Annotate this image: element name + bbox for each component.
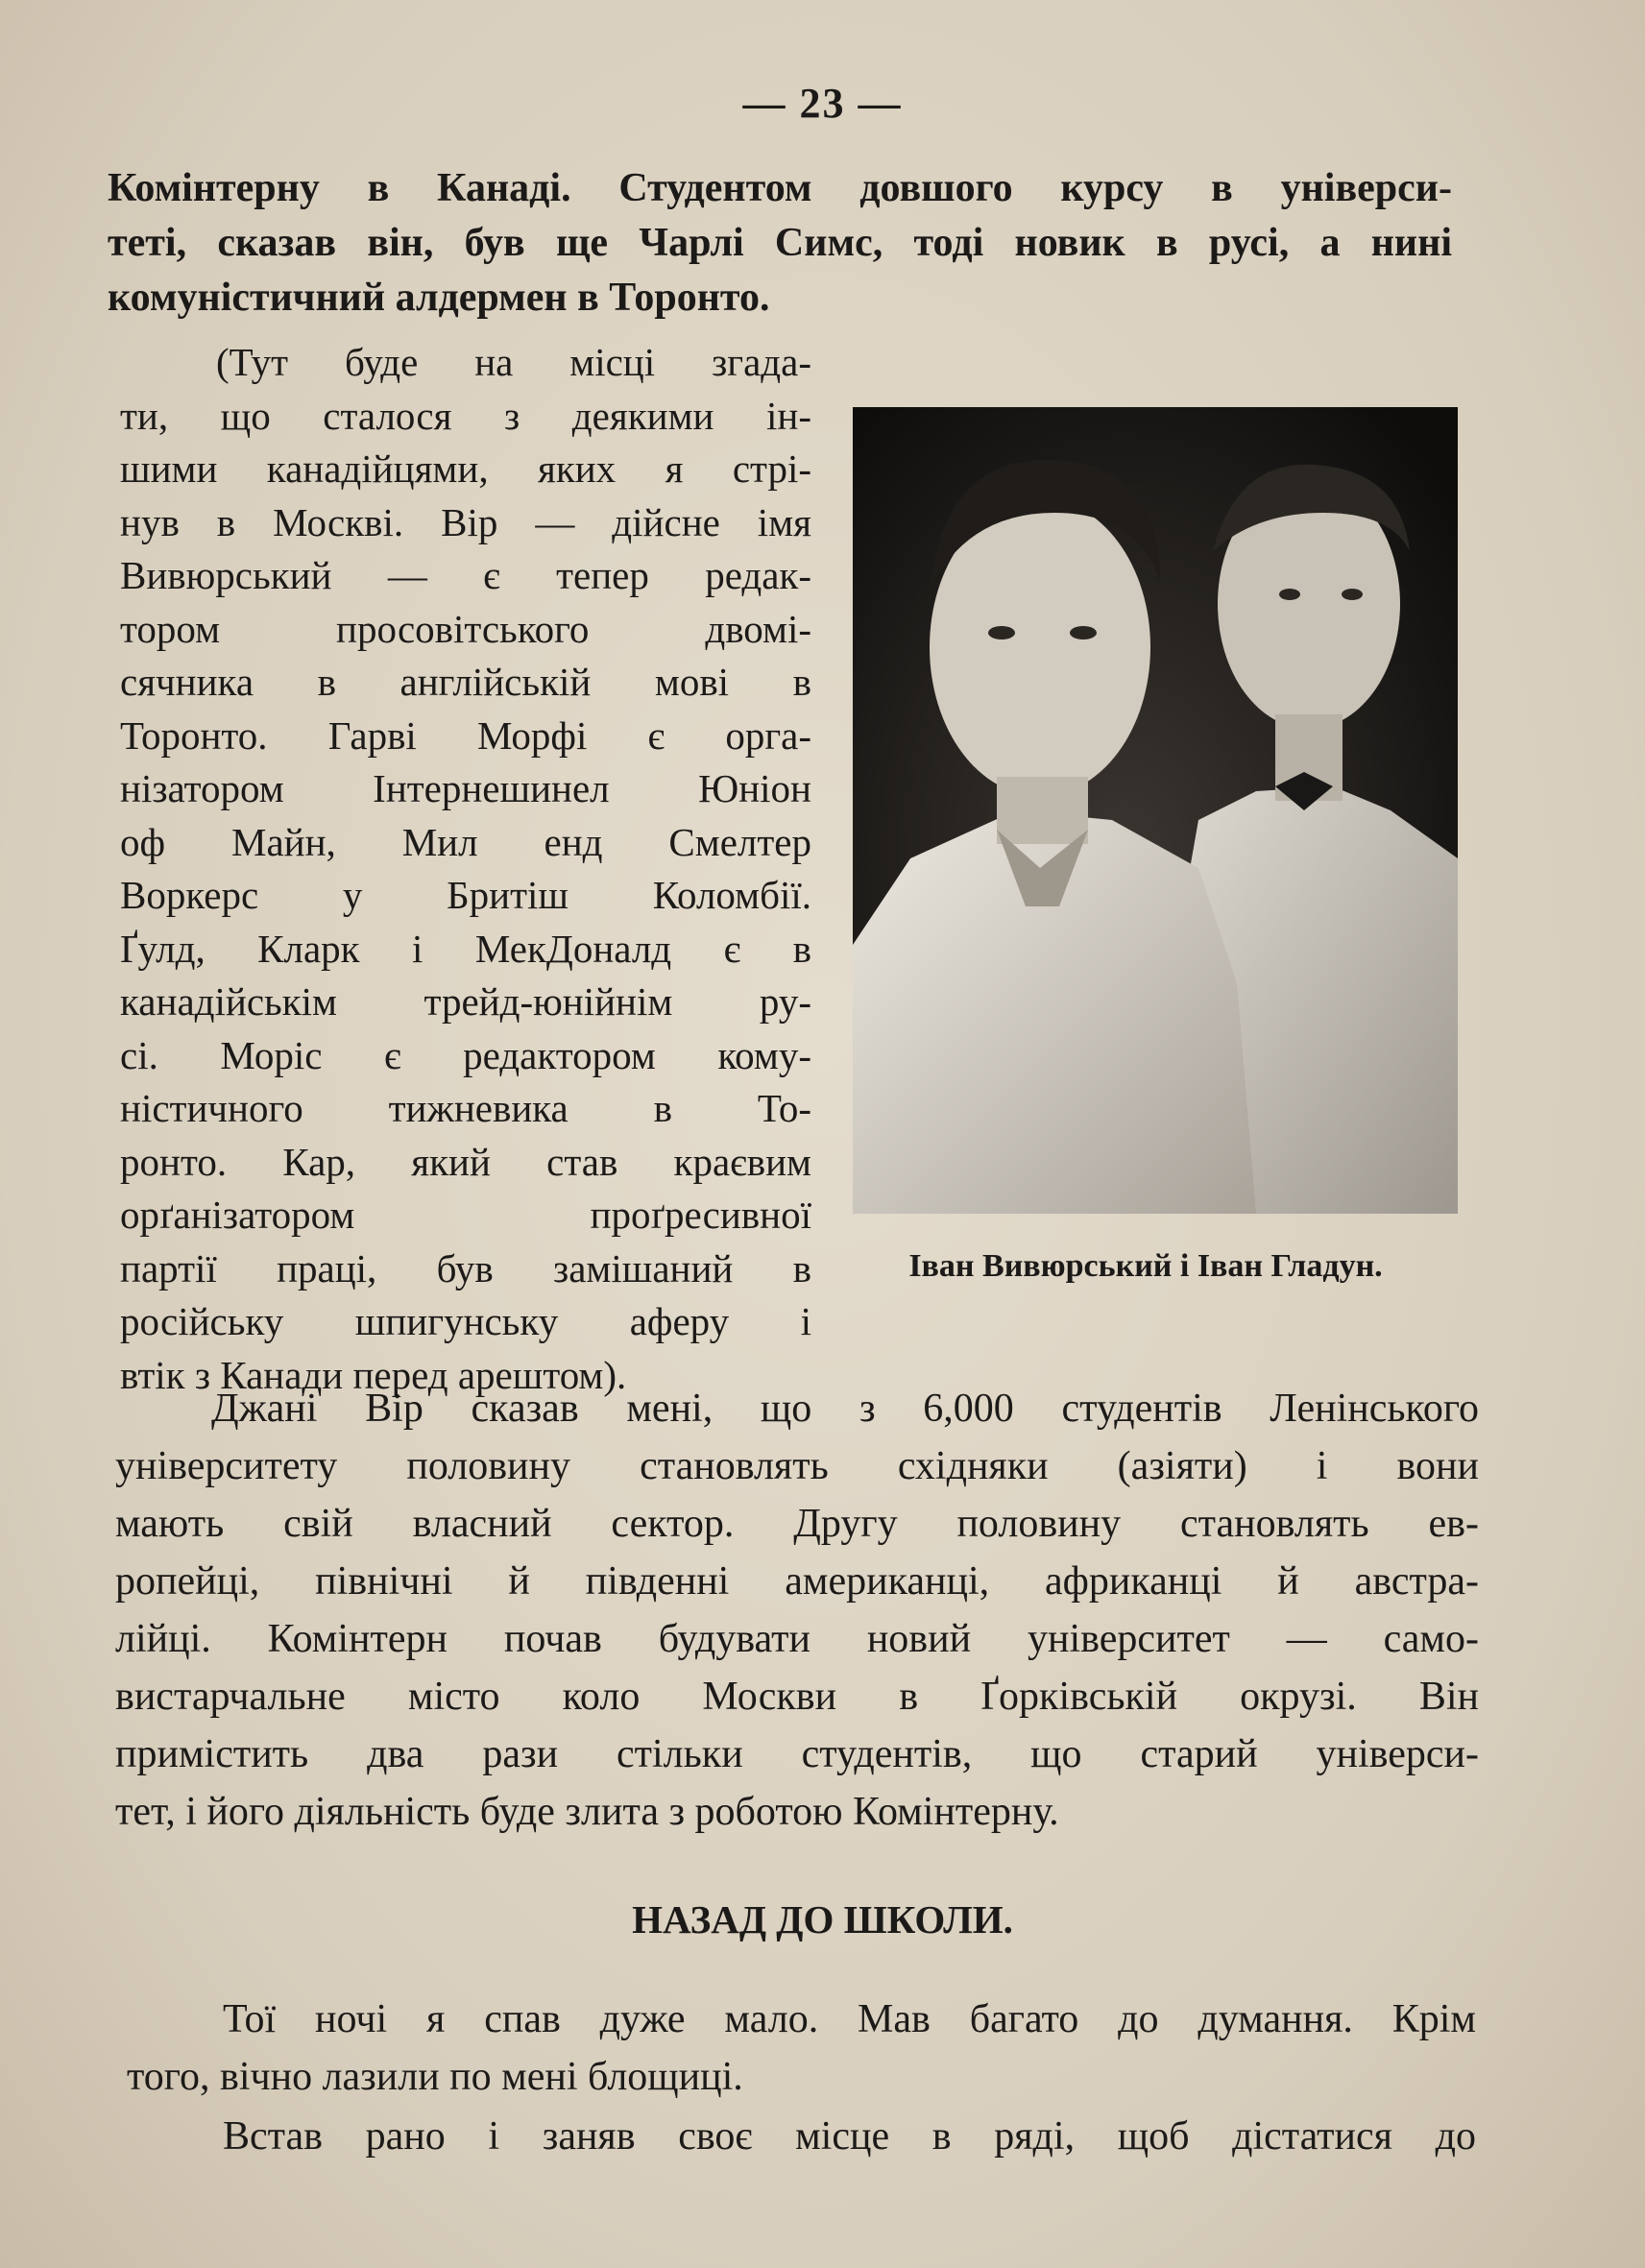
text-line: орґанізатором проґресивної xyxy=(120,1193,811,1237)
photo-caption: Іван Вивюрський і Іван Гладун. xyxy=(908,1248,1383,1284)
text-line: канадійськім трейд-юнійнім ру- xyxy=(120,979,811,1024)
text-line: партії праці, був замішаний в xyxy=(120,1245,811,1291)
text-line: сі. Моріс є редактором кому- xyxy=(120,1032,811,1077)
text-line: Тої ночі я спав дуже мало. Мав багато до думання. Крім xyxy=(223,1997,1476,2041)
text-line: Воркерс у Бритіш Коломбії. xyxy=(120,873,811,917)
text-line: примістить два рази стільки студентів, що старий універси- xyxy=(115,1732,1479,1776)
text-line: ропейці, північні й південні американці, африканці й австра- xyxy=(115,1559,1479,1604)
text-line: мають свій власний сектор. Другу половину становлять ев- xyxy=(115,1502,1479,1546)
text-line: Вивюрський — є тепер редак- xyxy=(120,553,811,597)
text-line: Ґулд, Кларк і МекДоналд є в xyxy=(120,926,811,971)
text-line: ти, що сталося з деякими ін- xyxy=(120,393,811,438)
text-line: Комінтерну в Канаді. Студентом довшого курсу в універси- xyxy=(108,166,1452,210)
intro-paragraph xyxy=(108,161,1452,326)
page-number: — 23 — xyxy=(742,80,903,127)
text-line: втік з Канади перед арештом). xyxy=(120,1352,627,1397)
text-line: нув в Москві. Вір — дійсне імя xyxy=(120,499,811,544)
section-heading: НАЗАД ДО ШКОЛИ. xyxy=(632,1897,1013,1942)
paragraph xyxy=(115,1380,1479,1841)
text-line: тором просовітського двомі- xyxy=(120,606,811,651)
text-line: Встав рано і заняв своє місце в ряді, щоб дістатися до xyxy=(223,2114,1476,2159)
text-line: російську шпигунську аферу і xyxy=(120,1299,811,1343)
column-paragraph xyxy=(120,336,811,1402)
text-line: лійці. Комінтерн почав будувати новий університет — само- xyxy=(115,1617,1479,1661)
text-line: ністичного тижневика в То- xyxy=(120,1086,811,1130)
text-line: комуністичний алдермен в Торонто. xyxy=(108,276,770,320)
portrait-illustration xyxy=(853,407,1458,1214)
text-line: тет, і його діяльність буде злита з роботою Комінтерну. xyxy=(115,1790,1059,1834)
text-line: (Тут буде на місці згада- xyxy=(216,340,811,384)
text-line: вистарчальне місто коло Москви в Ґорківській окрузі. Він xyxy=(115,1675,1479,1719)
text-line: університету половину становлять східняки (азіяти) і вони xyxy=(115,1444,1479,1488)
text-line: нізатором Інтернешинел Юніон xyxy=(120,766,811,810)
text-line: Джані Вір сказав мені, що з 6,000 студентів Ленінського xyxy=(211,1387,1479,1431)
text-line: ронто. Кар, який став краєвим xyxy=(120,1139,811,1184)
paragraph xyxy=(127,1991,1476,2106)
text-line: оф Майн, Мил енд Смелтер xyxy=(120,819,811,864)
text-line: шими канадійцями, яких я стрі- xyxy=(120,446,811,491)
text-line: Торонто. Гарві Морфі є орга- xyxy=(120,712,811,758)
portrait-photo xyxy=(853,407,1458,1214)
text-line: того, вічно лазили по мені блощиці. xyxy=(127,2055,743,2099)
text-line: теті, сказав він, був ще Чарлі Симс, тоді новик в русі, а нині xyxy=(108,221,1452,265)
paragraph xyxy=(127,2108,1476,2165)
text-line: сячника в англійській мові в xyxy=(120,660,811,704)
